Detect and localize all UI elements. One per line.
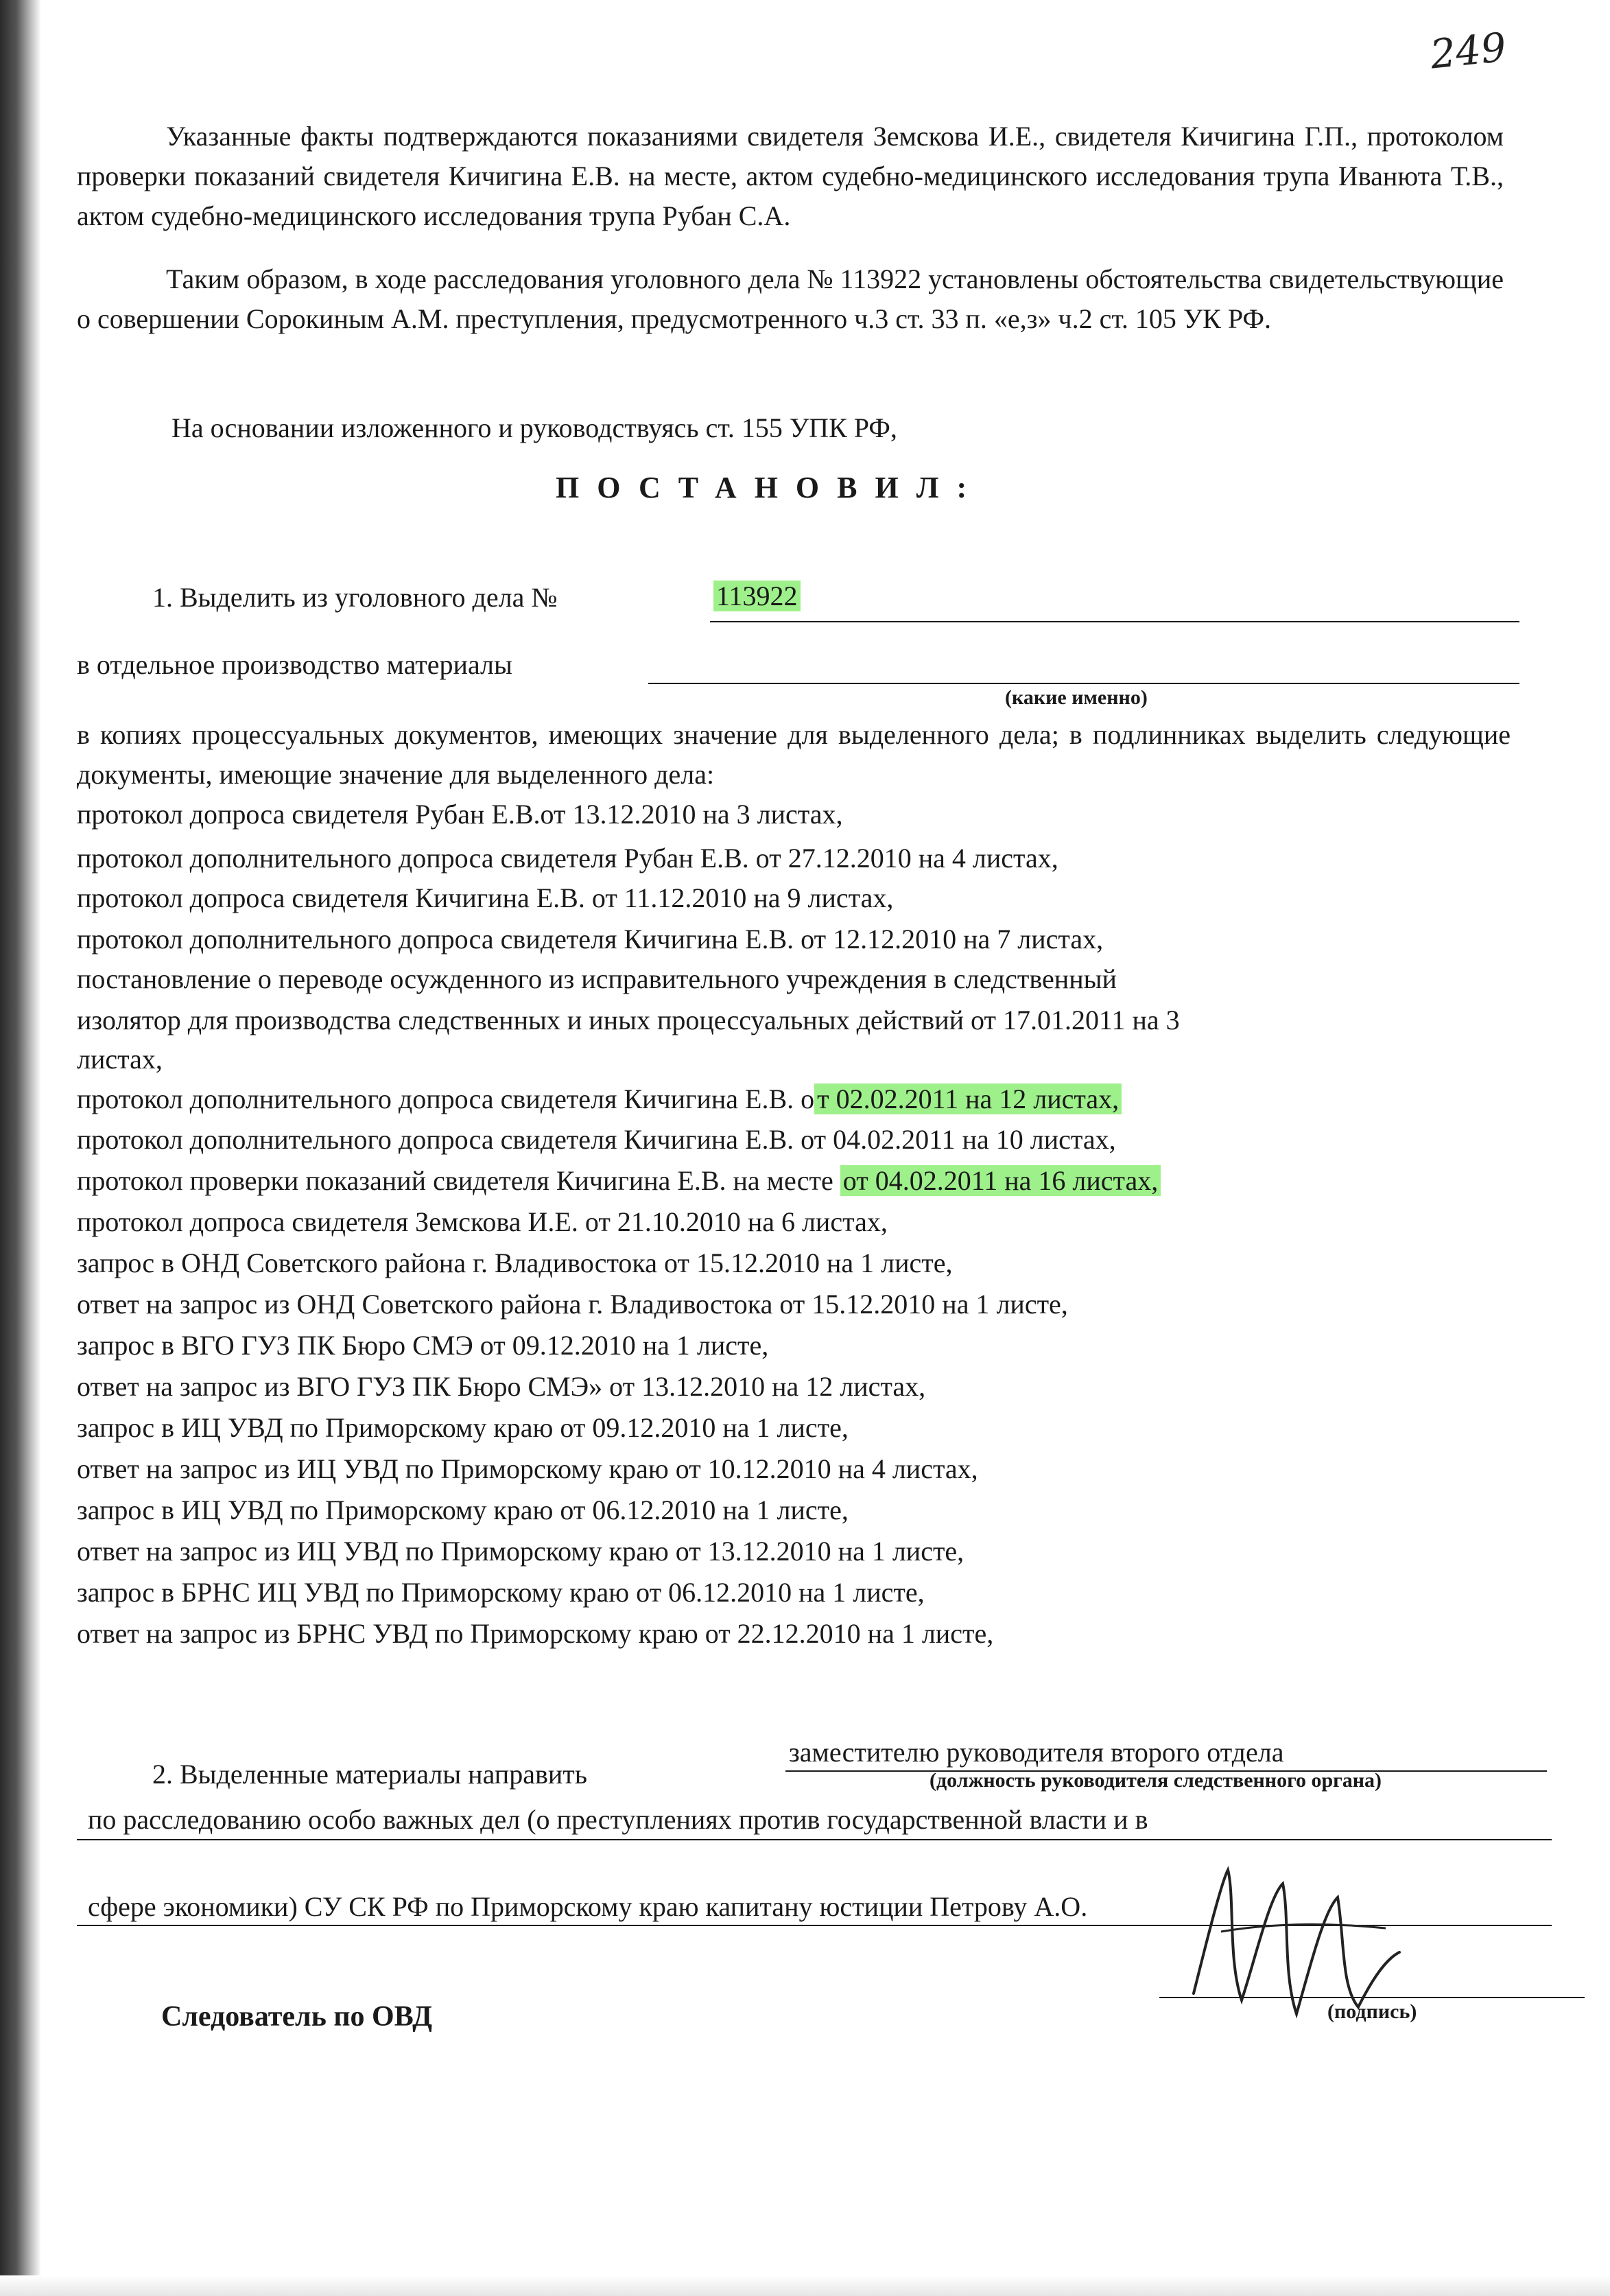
item1-materials-underline (648, 683, 1519, 684)
item1-materials-label: в отдельное производство материалы (77, 649, 512, 680)
list-item: протокол допроса свидетеля Земскова И.Е. от 21.10.2010 на 6 листах, (77, 1206, 888, 1237)
heading-resolved: ПОСТАНОВИЛ: (556, 471, 985, 504)
list-item: ответ на запрос из ОНД Советского района г. Владивостока от 15.12.2010 на 1 листе, (77, 1289, 1068, 1320)
signature-caption: (подпись) (1327, 2000, 1417, 2023)
list-item: ответ на запрос из БРНС УВД по Приморскому краю от 22.12.2010 на 1 листе, (77, 1618, 994, 1649)
list-item: запрос в ИЦ УВД по Приморскому краю от 06.12.2010 на 1 листе, (77, 1495, 849, 1525)
list-item-highlighted: протокол дополнительного допроса свидетеля Кичигина Е.В. о т 02.02.2011 на 12 листах, (77, 1083, 1122, 1116)
item2-recipient-line3: сфере экономики) СУ СК РФ по Приморскому краю капитану юстиции Петрову А.О. (88, 1891, 1088, 1922)
list-item: запрос в ИЦ УВД по Приморскому краю от 09.12.2010 на 1 листе, (77, 1412, 849, 1443)
item1-case-underline (710, 621, 1519, 622)
item2-recipient-caption: (должность руководителя следственного органа) (930, 1769, 1382, 1792)
paragraph-conclusion: Таким образом, в ходе расследования уголовного дела № 113922 установлены обстоятельства свидетельствующие о совершении Сорокиным А.М. преступления, предусмотренного ч.3 ст. 33 п. «е,з» ч.2 ст. 105 УК РФ. (77, 263, 1504, 334)
item1-label: 1. Выделить из уголовного дела № (152, 582, 558, 613)
list-item: запрос в ВГО ГУЗ ПК Бюро СМЭ от 09.12.2010 на 1 листе, (77, 1330, 769, 1361)
list-item: протокол дополнительного допроса свидетеля Кичигина Е.В. от 12.12.2010 на 7 листах, (77, 924, 1104, 954)
list-item: постановление о переводе осужденного из исправительного учреждения в следственный (77, 963, 1117, 994)
list-item: протокол допроса свидетеля Рубан Е.В.от 13.12.2010 на 3 листах, (77, 799, 843, 830)
page-number: 249 (1428, 23, 1508, 78)
item2-recipient-line2: по расследованию особо важных дел (о преступлениях против государственной власти и в (88, 1804, 1148, 1835)
item2-recipient-line1: заместителю руководителя второго отдела (789, 1737, 1284, 1768)
list-item: запрос в ОНД Советского района г. Владивостока от 15.12.2010 на 1 листе, (77, 1247, 953, 1278)
list-item: протокол дополнительного допроса свидетеля Рубан Е.В. от 27.12.2010 на 4 листах, (77, 843, 1058, 874)
list-item: листах, (77, 1044, 163, 1075)
paragraph-basis: На основании изложенного и руководствуясь ст. 155 УПК РФ, (171, 412, 897, 443)
list-item: ответ на запрос из ИЦ УВД по Приморскому краю от 10.12.2010 на 4 листах, (77, 1453, 978, 1484)
list-item: ответ на запрос из ВГО ГУЗ ПК Бюро СМЭ» от 13.12.2010 на 12 листах, (77, 1371, 926, 1402)
scan-edge-shadow (0, 0, 41, 2296)
list-item-highlighted: протокол проверки показаний свидетеля Кичигина Е.В. на месте от 04.02.2011 на 16 листах, (77, 1164, 1161, 1197)
signer-title: Следователь по ОВД (161, 2001, 433, 2033)
list-item: протокол допроса свидетеля Кичигина Е.В. от 11.12.2010 на 9 листах, (77, 882, 894, 913)
item1-intro: в копиях процессуальных документов, имеющих значение для выделенного дела; в подлинниках выделить следующие документы, имеющие значение для выделенного дела: (77, 719, 1511, 790)
item2-line2-underline (77, 1839, 1552, 1840)
list-item: запрос в БРНС ИЦ УВД по Приморскому краю от 06.12.2010 на 1 листе, (77, 1577, 925, 1608)
scan-bottom-edge (0, 2275, 1610, 2296)
list-item: протокол дополнительного допроса свидетеля Кичигина Е.В. от 04.02.2011 на 10 листах, (77, 1124, 1116, 1155)
item1-case-number: 113922 (713, 580, 801, 613)
list-item: ответ на запрос из ИЦ УВД по Приморскому краю от 13.12.2010 на 1 листе, (77, 1536, 964, 1567)
item2-label: 2. Выделенные материалы направить (152, 1759, 587, 1790)
paragraph-evidence: Указанные факты подтверждаются показаниями свидетеля Земскова И.Е., свидетеля Кичигина Г.П., протоколом проверки показаний свидетеля Кичигина Е.В. на месте, актом судебно-медицинского исследования трупа Иванюта Т.В., актом судебно-медицинского исследования трупа Рубан С.А. (77, 121, 1504, 231)
list-item: изолятор для производства следственных и иных процессуальных действий от 17.01.2011 на 3 (77, 1005, 1180, 1035)
handwritten-signature (1180, 1856, 1406, 2035)
item1-materials-caption: (какие именно) (1005, 686, 1148, 709)
